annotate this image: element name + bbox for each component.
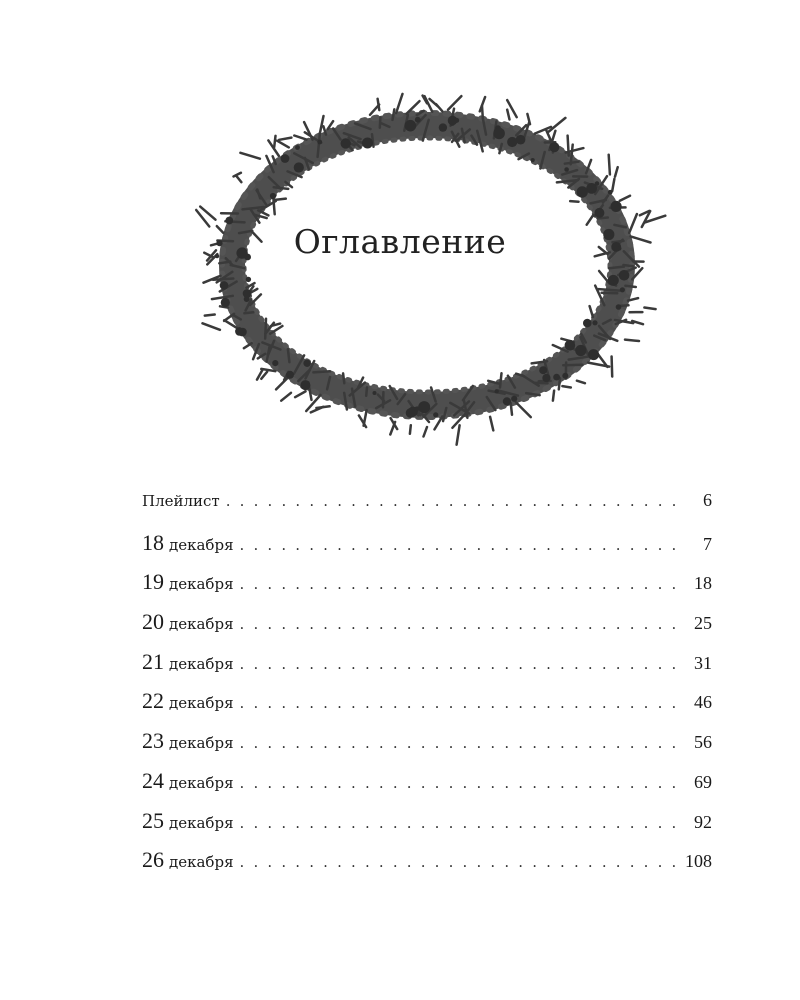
page-title: Оглавление [293, 222, 507, 261]
toc-entry-day: 19 [142, 569, 164, 595]
toc-row-dec-26[interactable] [142, 847, 712, 887]
toc-entry-day: 26 [142, 847, 164, 873]
pine-needle [435, 417, 443, 430]
pine-needle [244, 312, 253, 313]
pine-needle [482, 106, 483, 118]
leader-dots [240, 814, 684, 832]
pine-needle [620, 196, 630, 201]
berry [415, 117, 421, 123]
pine-needle [279, 138, 291, 140]
berry [272, 360, 278, 366]
berry [406, 408, 416, 418]
page-number: 31 [694, 652, 712, 673]
pine-needle [568, 136, 569, 156]
pine-needle [236, 176, 241, 182]
pine-needle [424, 427, 428, 437]
toc-row-dec-20[interactable] [142, 609, 712, 649]
toc-row-dec-21[interactable] [142, 649, 712, 689]
berry [270, 193, 276, 199]
toc-entry-title: Плейлист [142, 492, 220, 510]
berry [295, 145, 300, 150]
toc-entry-day: 22 [142, 688, 164, 714]
toc-entry-label [142, 569, 234, 595]
pine-needle [562, 386, 570, 387]
pine-needle [625, 340, 639, 341]
berry [362, 138, 373, 149]
toc-row-dec-19[interactable] [142, 569, 712, 609]
leader-dots [240, 575, 684, 593]
berry [418, 401, 430, 413]
leader-dots [240, 536, 684, 554]
pine-needle [553, 391, 554, 401]
berry [608, 190, 613, 195]
berry [300, 380, 310, 390]
toc-entry-label [142, 768, 234, 794]
berry [594, 208, 604, 218]
berry [507, 137, 517, 147]
berry [294, 162, 304, 172]
pine-needle [295, 391, 305, 397]
page-number: 18 [694, 573, 712, 594]
leader-dots [240, 655, 684, 673]
pine-needle [265, 319, 266, 339]
page-number: 92 [694, 811, 712, 832]
toc-entry-label [142, 609, 234, 635]
berry [553, 374, 560, 381]
berry [616, 304, 622, 310]
pine-needle [274, 136, 275, 147]
berry [246, 277, 251, 282]
toc-entry-day: 24 [142, 767, 164, 793]
pine-needle [625, 286, 635, 287]
page-number: 108 [685, 851, 712, 872]
berry [281, 154, 290, 163]
pine-needle [570, 201, 578, 202]
pine-needle [511, 403, 512, 415]
pine-needle [602, 293, 618, 294]
toc-entry-label [142, 847, 234, 873]
page-number: 6 [703, 490, 712, 510]
pine-needle [457, 425, 460, 444]
pine-needle [393, 109, 395, 120]
berry [564, 167, 569, 172]
wreath-svg [175, 75, 680, 460]
pine-needle [500, 373, 502, 387]
berry [562, 373, 568, 379]
toc-entry-month: декабря [169, 734, 234, 753]
page-number: 46 [694, 692, 712, 713]
toc-row-dec-25[interactable] [142, 808, 712, 848]
berry [235, 327, 244, 336]
pine-needle [343, 373, 344, 383]
berry [542, 374, 550, 382]
pine-needle [396, 94, 402, 113]
leader-dots [240, 853, 679, 871]
toc-entry-month: декабря [169, 773, 234, 792]
berry [373, 391, 377, 395]
toc-entry-label [142, 688, 234, 714]
toc-entry-label [142, 530, 234, 556]
toc-entry-month: декабря [169, 853, 234, 872]
berry [583, 319, 592, 328]
toc-row-dec-24[interactable] [142, 768, 712, 808]
page-number: 69 [694, 771, 712, 792]
toc-entry-label [142, 728, 234, 754]
pine-needle [612, 179, 614, 191]
leader-dots [240, 615, 684, 633]
pine-needle [294, 136, 306, 140]
toc-row-playlist[interactable] [142, 490, 712, 530]
berry [549, 142, 559, 152]
berry [503, 397, 511, 405]
toc-entry-label [142, 808, 234, 834]
leader-dots [240, 694, 684, 712]
pine-needle [234, 173, 241, 177]
pine-needle [313, 371, 330, 372]
toc-entry-label [142, 492, 220, 510]
pine-needle [612, 357, 613, 377]
pine-needle [240, 153, 260, 159]
berry [620, 287, 625, 292]
berry [516, 135, 526, 145]
berry [592, 320, 597, 325]
page-number: 7 [703, 533, 712, 554]
pine-needle [615, 167, 618, 176]
pine-needle [516, 402, 531, 417]
leader-dots [240, 734, 684, 752]
leader-dots [240, 774, 684, 792]
pine-needle [490, 417, 493, 431]
pine-needle [274, 187, 289, 189]
pine-needle [609, 155, 610, 175]
pine-needle [270, 326, 282, 334]
toc-row-dec-18[interactable] [142, 530, 712, 570]
pine-needle [549, 118, 566, 132]
pine-needle [288, 349, 290, 362]
toc-entry-month: декабря [169, 694, 234, 713]
pine-needle [277, 141, 289, 148]
toc-entry-day: 21 [142, 648, 164, 674]
wreath-illustration [175, 75, 680, 460]
pine-needle [203, 323, 220, 330]
berry [613, 279, 618, 284]
berry [611, 201, 622, 212]
berry [220, 281, 229, 290]
berry [341, 138, 351, 148]
pine-needle [281, 393, 291, 401]
berry [575, 345, 586, 356]
berry [595, 181, 600, 186]
toc-entry-month: декабря [169, 654, 234, 673]
berry [511, 396, 517, 402]
berry [588, 349, 599, 360]
pine-needle [274, 199, 286, 200]
pine-needle [590, 306, 593, 317]
toc-row-dec-23[interactable] [142, 728, 712, 768]
pine-needle [205, 315, 215, 316]
toc-entry-day: 23 [142, 728, 164, 754]
berry [531, 158, 535, 162]
toc-entry-month: декабря [169, 575, 234, 594]
toc-entry-month: декабря [169, 535, 234, 554]
toc-entry-day: 20 [142, 609, 164, 635]
pine-needle [320, 116, 324, 134]
pine-needle [599, 289, 620, 291]
toc-entry-day: 18 [142, 529, 164, 555]
berry [221, 298, 230, 307]
berry [568, 345, 573, 350]
toc-row-dec-22[interactable] [142, 688, 712, 728]
berry [286, 371, 294, 379]
pine-needle [507, 110, 509, 120]
berry [405, 120, 417, 132]
berry [577, 186, 588, 197]
berry [303, 360, 310, 367]
pine-needle [563, 365, 582, 366]
leader-dots [226, 492, 684, 510]
table-of-contents [142, 490, 712, 887]
pine-needle [644, 308, 655, 310]
berry [495, 389, 499, 393]
berry [493, 128, 505, 140]
berry [317, 140, 322, 145]
toc-entry-label [142, 649, 234, 675]
berry [454, 118, 459, 123]
pine-needle [410, 425, 411, 433]
pine-needle [609, 267, 624, 269]
berry [439, 123, 447, 131]
page-number: 56 [694, 732, 712, 753]
pine-needle [559, 378, 560, 389]
berry [539, 366, 547, 374]
pine-needle [577, 381, 585, 384]
toc-entry-day: 25 [142, 807, 164, 833]
berry [243, 289, 252, 298]
toc-entry-month: декабря [169, 813, 234, 832]
pine-needle [219, 262, 230, 264]
pine-needle [378, 99, 380, 110]
pine-needle [366, 387, 367, 395]
page-number: 25 [694, 613, 712, 634]
berry [433, 412, 438, 417]
toc-entry-month: декабря [169, 615, 234, 634]
berry [619, 270, 630, 281]
